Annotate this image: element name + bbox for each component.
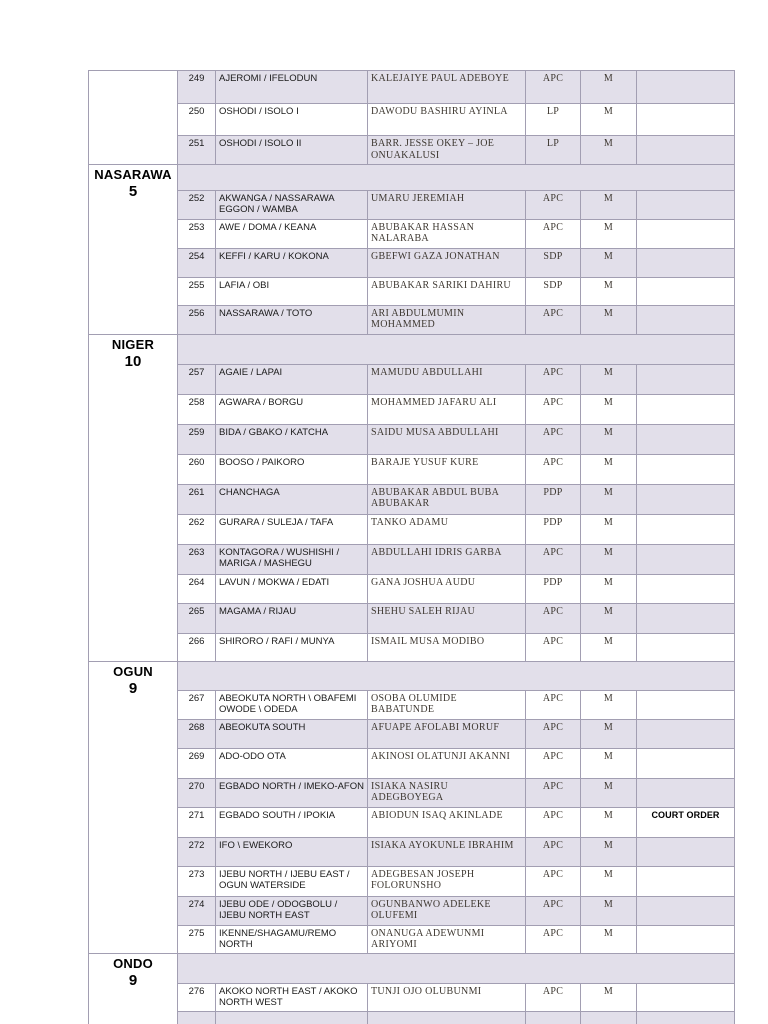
candidate-cell: DAWODU BASHIRU AYINLA: [368, 104, 526, 136]
candidate-cell: BARR. JESSE OKEY – JOE ONUAKALUSI: [368, 136, 526, 165]
constituency-cell: ABEOKUTA NORTH \ OBAFEMI OWODE \ ODEDA: [216, 690, 368, 719]
party-cell: APC: [526, 896, 581, 925]
state-name: NASARAWA: [94, 166, 172, 182]
state-name: NIGER: [111, 336, 155, 352]
section-separator-cell: [178, 334, 735, 364]
party-cell: APC: [526, 364, 581, 394]
table-row: [89, 925, 735, 954]
candidate-cell: ABUBAKAR ABDUL BUBA ABUBAKAR: [368, 484, 526, 514]
table-row: [89, 984, 735, 1011]
constituency-cell: BOOSO / PAIKORO: [216, 454, 368, 484]
partial-row-cell: [526, 1011, 581, 1024]
state-name: OGUN: [113, 663, 153, 679]
constituency-cell: IJEBU NORTH / IJEBU EAST / OGUN WATERSIDE: [216, 866, 368, 896]
candidate-cell: AKINOSI OLATUNJI AKANNI: [368, 748, 526, 778]
section-separator-row: [89, 164, 735, 190]
state-seat-count: 10: [124, 352, 142, 370]
party-cell: APC: [526, 719, 581, 748]
section-separator-row: [89, 661, 735, 690]
table-row: [89, 778, 735, 807]
party-cell: APC: [526, 837, 581, 866]
constituency-cell: ABEOKUTA SOUTH: [216, 719, 368, 748]
gender-cell: M: [581, 778, 637, 807]
gender-cell: M: [581, 603, 637, 633]
constituency-cell: AGWARA / BORGU: [216, 394, 368, 424]
table-row: [89, 544, 735, 574]
party-cell: APC: [526, 424, 581, 454]
party-cell: LP: [526, 136, 581, 165]
gender-cell: M: [581, 544, 637, 574]
note-cell: [637, 364, 735, 394]
table-row: [89, 866, 735, 896]
constituency-cell: MAGAMA / RIJAU: [216, 603, 368, 633]
row-number-cell: 268: [178, 719, 216, 748]
row-number-cell: 274: [178, 896, 216, 925]
row-number-cell: 256: [178, 305, 216, 334]
constituency-cell: EGBADO NORTH / IMEKO-AFON: [216, 778, 368, 807]
note-cell: [637, 484, 735, 514]
row-number-cell: 266: [178, 633, 216, 661]
constituency-cell: ADO-ODO OTA: [216, 748, 368, 778]
table-row: [89, 896, 735, 925]
row-number-cell: 261: [178, 484, 216, 514]
table-row: [89, 364, 735, 394]
candidate-cell: OGUNBANWO ADELEKE OLUFEMI: [368, 896, 526, 925]
note-cell: [637, 277, 735, 305]
gender-cell: M: [581, 136, 637, 165]
candidate-cell: GANA JOSHUA AUDU: [368, 574, 526, 603]
table-row: [89, 248, 735, 277]
note-cell: [637, 837, 735, 866]
constituency-cell: EGBADO SOUTH / IPOKIA: [216, 807, 368, 837]
constituency-cell: OSHODI / ISOLO I: [216, 104, 368, 136]
section-separator-row: [89, 334, 735, 364]
candidate-cell: SAIDU MUSA ABDULLAHI: [368, 424, 526, 454]
gender-cell: M: [581, 364, 637, 394]
party-cell: APC: [526, 190, 581, 219]
candidate-cell: ABUBAKAR HASSAN NALARABA: [368, 219, 526, 248]
constituency-cell: IJEBU ODE / ODOGBOLU / IJEBU NORTH EAST: [216, 896, 368, 925]
note-cell: [637, 633, 735, 661]
constituency-cell: IFO \ EWEKORO: [216, 837, 368, 866]
table-row: [89, 807, 735, 837]
row-number-cell: 254: [178, 248, 216, 277]
constituency-cell: AGAIE / LAPAI: [216, 364, 368, 394]
gender-cell: M: [581, 896, 637, 925]
table-row: [89, 603, 735, 633]
note-cell: [637, 394, 735, 424]
gender-cell: M: [581, 104, 637, 136]
note-cell: [637, 984, 735, 1011]
note-cell: [637, 719, 735, 748]
candidates-table: [88, 70, 735, 1024]
gender-cell: M: [581, 305, 637, 334]
gender-cell: M: [581, 424, 637, 454]
note-cell: [637, 925, 735, 954]
candidate-cell: TUNJI OJO OLUBUNMI: [368, 984, 526, 1011]
party-cell: APC: [526, 71, 581, 104]
row-number-cell: 259: [178, 424, 216, 454]
table-row: [89, 690, 735, 719]
party-cell: LP: [526, 104, 581, 136]
note-cell: [637, 305, 735, 334]
gender-cell: M: [581, 454, 637, 484]
gender-cell: M: [581, 925, 637, 954]
section-separator-cell: [178, 164, 735, 190]
note-cell: [637, 748, 735, 778]
table-row: [89, 748, 735, 778]
gender-cell: M: [581, 837, 637, 866]
partial-row-cell: [581, 1011, 637, 1024]
row-number-cell: 275: [178, 925, 216, 954]
table-row: [89, 190, 735, 219]
table-row: [89, 424, 735, 454]
note-cell: [637, 104, 735, 136]
row-number-cell: 252: [178, 190, 216, 219]
row-number-cell: 272: [178, 837, 216, 866]
gender-cell: M: [581, 248, 637, 277]
row-number-cell: 258: [178, 394, 216, 424]
row-number-cell: 271: [178, 807, 216, 837]
note-cell: [637, 454, 735, 484]
note-cell: [637, 574, 735, 603]
note-cell: [637, 896, 735, 925]
candidate-cell: ARI ABDULMUMIN MOHAMMED: [368, 305, 526, 334]
party-cell: APC: [526, 219, 581, 248]
table-row: [89, 719, 735, 748]
row-number-cell: 255: [178, 277, 216, 305]
note-cell: [637, 190, 735, 219]
table-row: [89, 454, 735, 484]
state-cell: [89, 164, 178, 334]
table-row: [89, 219, 735, 248]
row-number-cell: 249: [178, 71, 216, 104]
note-cell: [637, 544, 735, 574]
table-row: [89, 305, 735, 334]
gender-cell: M: [581, 190, 637, 219]
constituency-cell: NASSARAWA / TOTO: [216, 305, 368, 334]
section-separator-cell: [178, 954, 735, 984]
row-number-cell: 265: [178, 603, 216, 633]
party-cell: APC: [526, 454, 581, 484]
table-row: [89, 633, 735, 661]
state-seat-count: 9: [128, 972, 138, 990]
party-cell: APC: [526, 394, 581, 424]
gender-cell: M: [581, 219, 637, 248]
constituency-cell: AKOKO NORTH EAST / AKOKO NORTH WEST: [216, 984, 368, 1011]
row-number-cell: 267: [178, 690, 216, 719]
candidate-cell: SHEHU SALEH RIJAU: [368, 603, 526, 633]
section-separator-cell: [178, 661, 735, 690]
gender-cell: M: [581, 866, 637, 896]
gender-cell: M: [581, 574, 637, 603]
candidate-cell: ABIODUN ISAQ AKINLADE: [368, 807, 526, 837]
constituency-cell: AJEROMI / IFELODUN: [216, 71, 368, 104]
note-cell: [637, 866, 735, 896]
candidate-cell: OSOBA OLUMIDE BABATUNDE: [368, 690, 526, 719]
state-cell: [89, 661, 178, 954]
gender-cell: M: [581, 984, 637, 1011]
row-number-cell: 250: [178, 104, 216, 136]
note-cell: [637, 603, 735, 633]
note-cell: [637, 514, 735, 544]
partial-row-cell: [216, 1011, 368, 1024]
note-cell: [637, 778, 735, 807]
table-row: [89, 136, 735, 165]
candidate-cell: AFUAPE AFOLABI MORUF: [368, 719, 526, 748]
candidate-cell: TANKO ADAMU: [368, 514, 526, 544]
state-seat-count: 5: [128, 182, 138, 200]
constituency-cell: IKENNE/SHAGAMU/REMO NORTH: [216, 925, 368, 954]
candidate-cell: BARAJE YUSUF KURE: [368, 454, 526, 484]
gender-cell: M: [581, 71, 637, 104]
candidate-cell: ISIAKA NASIRU ADEGBOYEGA: [368, 778, 526, 807]
note-cell: [637, 219, 735, 248]
row-number-cell: 273: [178, 866, 216, 896]
partial-row-cell: [637, 1011, 735, 1024]
gender-cell: M: [581, 748, 637, 778]
gender-cell: M: [581, 633, 637, 661]
party-cell: PDP: [526, 574, 581, 603]
candidate-cell: GBEFWI GAZA JONATHAN: [368, 248, 526, 277]
party-cell: APC: [526, 925, 581, 954]
table-row: [89, 514, 735, 544]
row-number-cell: 276: [178, 984, 216, 1011]
partial-row-cell: [368, 1011, 526, 1024]
constituency-cell: LAVUN / MOKWA / EDATI: [216, 574, 368, 603]
table-row: [89, 71, 735, 104]
party-cell: APC: [526, 984, 581, 1011]
party-cell: APC: [526, 778, 581, 807]
row-number-cell: 251: [178, 136, 216, 165]
gender-cell: M: [581, 719, 637, 748]
constituency-cell: OSHODI / ISOLO II: [216, 136, 368, 165]
constituency-cell: SHIRORO / RAFI / MUNYA: [216, 633, 368, 661]
gender-cell: M: [581, 394, 637, 424]
table-row: [89, 104, 735, 136]
party-cell: SDP: [526, 248, 581, 277]
candidate-cell: UMARU JEREMIAH: [368, 190, 526, 219]
row-number-cell: 257: [178, 364, 216, 394]
partial-row: [89, 1011, 735, 1024]
row-number-cell: 260: [178, 454, 216, 484]
candidate-cell: ADEGBESAN JOSEPH FOLORUNSHO: [368, 866, 526, 896]
party-cell: APC: [526, 690, 581, 719]
party-cell: SDP: [526, 277, 581, 305]
constituency-cell: KEFFI / KARU / KOKONA: [216, 248, 368, 277]
gender-cell: M: [581, 484, 637, 514]
constituency-cell: BIDA / GBAKO / KATCHA: [216, 424, 368, 454]
candidate-cell: ABUBAKAR SARIKI DAHIRU: [368, 277, 526, 305]
state-name: ONDO: [113, 956, 153, 972]
roster-table-body: [89, 71, 735, 1024]
party-cell: APC: [526, 807, 581, 837]
gender-cell: M: [581, 807, 637, 837]
note-cell: [637, 690, 735, 719]
party-cell: APC: [526, 866, 581, 896]
state-cell: [89, 71, 178, 165]
constituency-cell: AKWANGA / NASSARAWA EGGON / WAMBA: [216, 190, 368, 219]
gender-cell: M: [581, 690, 637, 719]
row-number-cell: 269: [178, 748, 216, 778]
candidate-cell: KALEJAIYE PAUL ADEBOYE: [368, 71, 526, 104]
note-cell: [637, 136, 735, 165]
row-number-cell: 253: [178, 219, 216, 248]
party-cell: PDP: [526, 484, 581, 514]
note-cell: [637, 424, 735, 454]
state-cell: [89, 334, 178, 661]
party-cell: APC: [526, 305, 581, 334]
partial-row-cell: [178, 1011, 216, 1024]
candidate-cell: MOHAMMED JAFARU ALI: [368, 394, 526, 424]
row-number-cell: 270: [178, 778, 216, 807]
party-cell: APC: [526, 633, 581, 661]
candidate-cell: ONANUGA ADEWUNMI ARIYOMI: [368, 925, 526, 954]
constituency-cell: LAFIA / OBI: [216, 277, 368, 305]
row-number-cell: 262: [178, 514, 216, 544]
table-row: [89, 277, 735, 305]
constituency-cell: KONTAGORA / WUSHISHI / MARIGA / MASHEGU: [216, 544, 368, 574]
note-cell: [637, 71, 735, 104]
constituency-cell: GURARA / SULEJA / TAFA: [216, 514, 368, 544]
table-row: [89, 837, 735, 866]
table-row: [89, 574, 735, 603]
candidate-cell: ABDULLAHI IDRIS GARBA: [368, 544, 526, 574]
candidate-cell: ISIAKA AYOKUNLE IBRAHIM: [368, 837, 526, 866]
state-seat-count: 9: [128, 679, 138, 697]
party-cell: PDP: [526, 514, 581, 544]
party-cell: APC: [526, 748, 581, 778]
note-cell: [637, 248, 735, 277]
state-cell: [89, 954, 178, 1024]
constituency-cell: AWE / DOMA / KEANA: [216, 219, 368, 248]
candidate-cell: MAMUDU ABDULLAHI: [368, 364, 526, 394]
table-row: [89, 394, 735, 424]
section-separator-row: [89, 954, 735, 984]
gender-cell: M: [581, 277, 637, 305]
party-cell: APC: [526, 603, 581, 633]
table-row: [89, 484, 735, 514]
note-cell: COURT ORDER: [637, 807, 735, 837]
party-cell: APC: [526, 544, 581, 574]
constituency-cell: CHANCHAGA: [216, 484, 368, 514]
gender-cell: M: [581, 514, 637, 544]
row-number-cell: 263: [178, 544, 216, 574]
row-number-cell: 264: [178, 574, 216, 603]
candidate-cell: ISMAIL MUSA MODIBO: [368, 633, 526, 661]
